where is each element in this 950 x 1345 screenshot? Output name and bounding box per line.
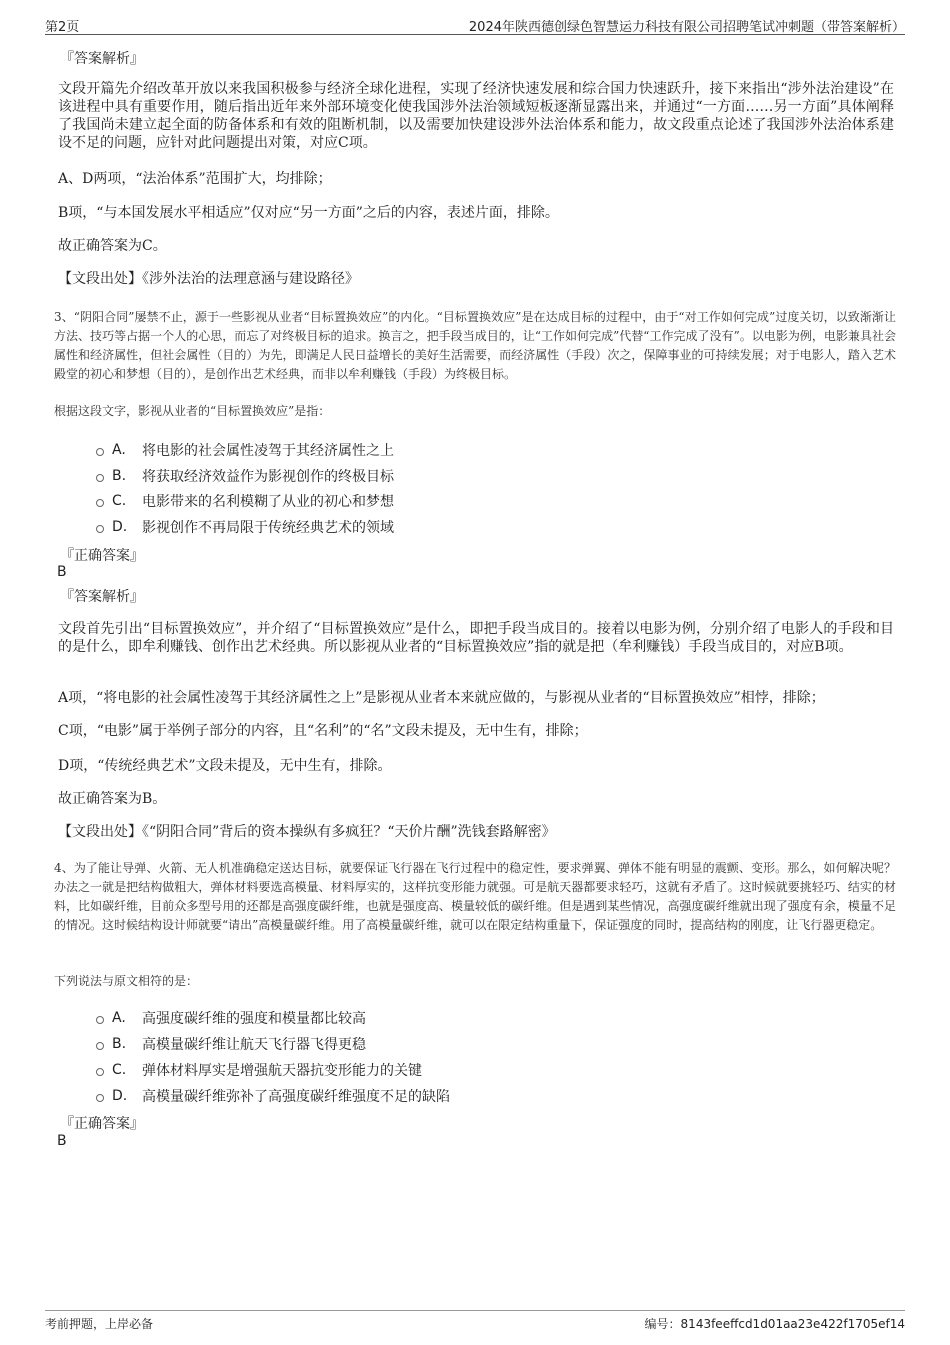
q4-option-d[interactable]: D. 高模量碳纤维弥补了高强度碳纤维强度不足的缺陷 [96, 1086, 450, 1106]
q4-stem: 4、为了能让导弹、火箭、无人机准确稳定送达目标，就要保证飞行器在飞行过程中的稳定性，要求弹翼、弹体不能有明显的震颤、变形。那么，如何解决呢？办法之一就是把结构做粗大，弹体材料要选高模量、材料厚实的，这样抗变形能力就强。可是航天器都要求轻巧，这就有矛盾了。这时候就要挑轻巧、结实的材料，比如碳纤维，目前众多型号用的还都是高强度碳纤维，也就是强度高、模量较低的碳纤维。但是遇到某些情况，高强度碳纤维就出现了强度有余，模量不足的情况。这时候结构设计师就要“请出”高模量碳纤维。用了高模量碳纤维，就可以在限定结构重量下，保证强度的同时，提高结构的刚度，让飞行器更稳定。 [54, 861, 896, 932]
radio-icon[interactable] [96, 1068, 104, 1076]
q3-line-a: A项，“将电影的社会属性凌驾于其经济属性之上”是影视从业者本来就应做的，与影视从业者的“目标置换效应”相悖，排除； [58, 690, 825, 706]
q3-answer-label: 『正确答案』 [60, 548, 144, 564]
document-title: 2024年陕西德创绿色智慧运力科技有限公司招聘笔试冲刺题（带答案解析） [468, 20, 905, 35]
q2-conclusion: 故正确答案为C。 [58, 238, 167, 254]
q4-option-b[interactable]: B. 高模量碳纤维让航天飞行器飞得更稳 [96, 1034, 366, 1054]
q3-source: 【文段出处】《“阴阳合同”背后的资本操纵有多疯狂？“天价片酬”洗钱套路解密》 [58, 824, 556, 840]
q3-option-a[interactable]: A. 将电影的社会属性凌驾于其经济属性之上 [96, 440, 394, 460]
page-header [45, 14, 905, 35]
footer-slogan: 考前押题，上岸必备 [45, 1317, 154, 1331]
radio-icon[interactable] [96, 525, 104, 533]
q2-analysis-label: 『答案解析』 [60, 51, 144, 67]
q4-answer: B [57, 1133, 67, 1149]
q2-line-ad: A、D两项，“法治体系”范围扩大，均排除； [58, 171, 332, 187]
radio-icon[interactable] [96, 1042, 104, 1050]
radio-icon[interactable] [96, 474, 104, 482]
q3-conclusion: 故正确答案为B。 [58, 791, 167, 807]
q2-line-b: B项，“与本国发展水平相适应”仅对应“另一方面”之后的内容，表述片面，排除。 [58, 205, 559, 221]
radio-icon[interactable] [96, 1016, 104, 1024]
radio-icon[interactable] [96, 1094, 104, 1102]
q4-option-a[interactable]: A. 高强度碳纤维的强度和模量都比较高 [96, 1008, 366, 1028]
q3-answer: B [57, 564, 67, 580]
q4-option-c[interactable]: C. 弹体材料厚实是增强航天器抗变形能力的关键 [96, 1060, 422, 1080]
q3-analysis-label: 『答案解析』 [60, 589, 144, 605]
page-number: 第2页 [45, 20, 80, 35]
q3-question: 根据这段文字，影视从业者的“目标置换效应”是指： [54, 404, 331, 418]
q4-question: 下列说法与原文相符的是： [54, 974, 199, 988]
radio-icon[interactable] [96, 499, 104, 507]
q3-option-c[interactable]: C. 电影带来的名利模糊了从业的初心和梦想 [96, 491, 394, 511]
q2-source: 【文段出处】《涉外法治的法理意涵与建设路径》 [58, 271, 359, 287]
q3-option-d[interactable]: D. 影视创作不再局限于传统经典艺术的领域 [96, 517, 394, 537]
q3-line-d: D项，“传统经典艺术”文段未提及，无中生有，排除。 [58, 758, 392, 774]
document-id: 编号：8143feeffcd1d01aa23e422f1705ef14 [644, 1317, 905, 1331]
q3-stem: 3、“阴阳合同”屡禁不止，源于一些影视从业者“目标置换效应”的内化。“目标置换效应”是在达成目标的过程中，由于“对工作如何完成”过度关切，以致渐渐让方法、技巧等占据一个人的心思，而忘了对终极目标的追求。换言之，把手段当成目的，让“工作如何完成”代替“工作完成了没有”。以电影为例，电影兼具社会属性和经济属性，但社会属性（目的）为先，即满足人民日益增长的美好生活需要，而经济属性（手段）次之，保障事业的可持续发展；对于电影人，踏入艺术殿堂的初心和梦想（目的），是创作出艺术经典，而非以牟利赚钱（手段）为终极目标。 [54, 310, 896, 381]
radio-icon[interactable] [96, 448, 104, 456]
q3-line-c: C项，“电影”属于举例子部分的内容，且“名利”的“名”文段未提及，无中生有，排除； [58, 723, 588, 739]
q3-analysis-text: 文段首先引出“目标置换效应”，并介绍了“目标置换效应”是什么，即把手段当成目的。接着以电影为例，分别介绍了电影人的手段和目的是什么，即牟利赚钱、创作出艺术经典。所以影视从业者的“目标置换效应”指的就是把（牟利赚钱）手段当成目的，对应B项。 [58, 621, 894, 655]
page-footer [45, 1310, 905, 1331]
q3-option-b[interactable]: B. 将获取经济效益作为影视创作的终极目标 [96, 466, 394, 486]
q4-answer-label: 『正确答案』 [60, 1116, 144, 1132]
q2-analysis-text: 文段开篇先介绍改革开放以来我国积极参与经济全球化进程，实现了经济快速发展和综合国力快速跃升，接下来指出“涉外法治建设”在该进程中具有重要作用，随后指出近年来外部环境变化使我国涉外法治领域短板逐渐显露出来，并通过“一方面……另一方面”具体阐释了我国尚未建立起全面的防备体系和有效的阻断机制，以及需要加快建设涉外法治体系和能力，故文段重点论述了我国涉外法治体系建设不足的问题，应针对此问题提出对策，对应C项。 [58, 81, 894, 151]
